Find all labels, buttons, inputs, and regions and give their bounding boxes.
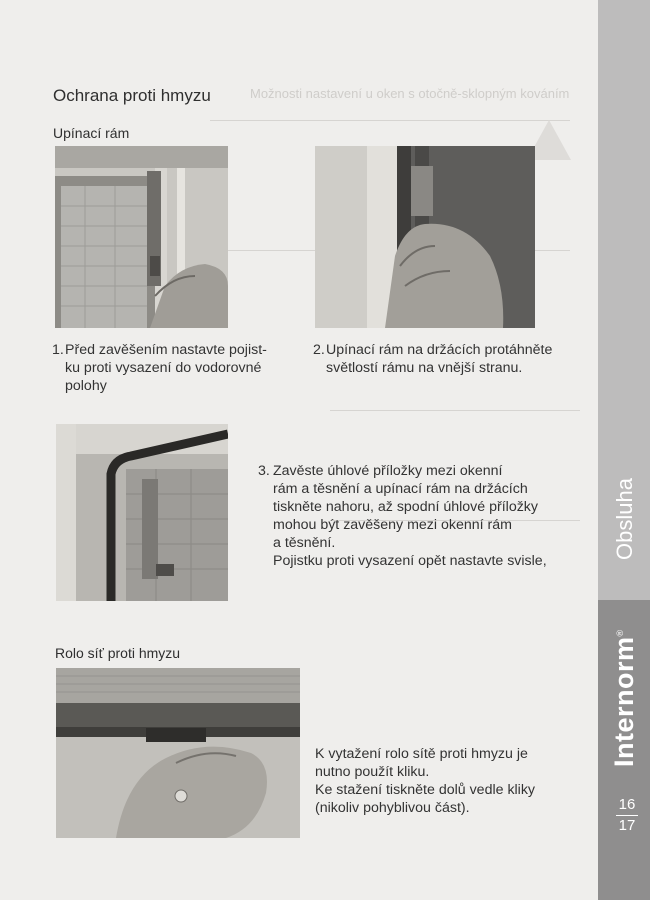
step1-line: polohy [65, 378, 107, 394]
page-number-right: 17 [618, 817, 636, 834]
brand-logo [609, 629, 640, 767]
step-number: 2. [313, 342, 325, 358]
step3-line: Zavěste úhlové příložky mezi okenní [273, 463, 503, 479]
page-numbers [612, 796, 642, 835]
frame-heading: Upínací rám [53, 125, 130, 141]
roller-caption [315, 745, 585, 817]
photo-roller [56, 668, 300, 838]
step-number: 3. [258, 463, 270, 479]
roller-heading: Rolo síť proti hmyzu [55, 645, 181, 661]
step2-line: Upínací rám na držácích protáhněte [326, 342, 553, 358]
step1-caption [52, 341, 302, 395]
step1-line: Před zavěšením nastavte pojist- [65, 342, 267, 358]
sidebar-section-label: Obsluha [612, 478, 637, 560]
photo-step1 [55, 146, 228, 328]
step3-line: tiskněte nahoru, až spodní úhlové příložky [273, 499, 538, 515]
photo-step3 [56, 424, 228, 601]
step-number: 1. [52, 342, 64, 358]
show-through-rule [330, 410, 580, 411]
show-through-rule [210, 120, 570, 121]
roller-line: Ke stažení tiskněte dolů vedle kliky [315, 782, 536, 798]
brand-name: Internorm [609, 636, 639, 767]
step3-caption [258, 462, 588, 570]
section-title: Ochrana proti hmyzu [53, 86, 211, 105]
roller-line: (nikoliv pohyblivou část). [315, 800, 470, 816]
page-number-left: 16 [618, 796, 636, 813]
show-through-text: Možnosti nastavení u oken s otočně-sklopným kováním [250, 86, 570, 101]
step3-line: rám a těsnění a upínací rám na držácích [273, 481, 528, 497]
step3-line: mohou být zavěšeny mezi okenní rám [273, 517, 512, 533]
registered-mark: ® [615, 629, 625, 637]
step3-line: Pojistku proti vysazení opět nastavte svisle, [273, 553, 547, 569]
page-number-divider [616, 815, 638, 816]
roller-line: K vytažení rolo sítě proti hmyzu je [315, 746, 528, 762]
step2-caption [313, 341, 593, 377]
step3-line: a těsnění. [273, 535, 336, 551]
roller-line: nutno použít kliku. [315, 764, 430, 780]
step1-line: ku proti vysazení do vodorovné [65, 360, 262, 376]
photo-step2 [315, 146, 535, 328]
step2-line: světlostí rámu na vnější stranu. [326, 360, 523, 376]
